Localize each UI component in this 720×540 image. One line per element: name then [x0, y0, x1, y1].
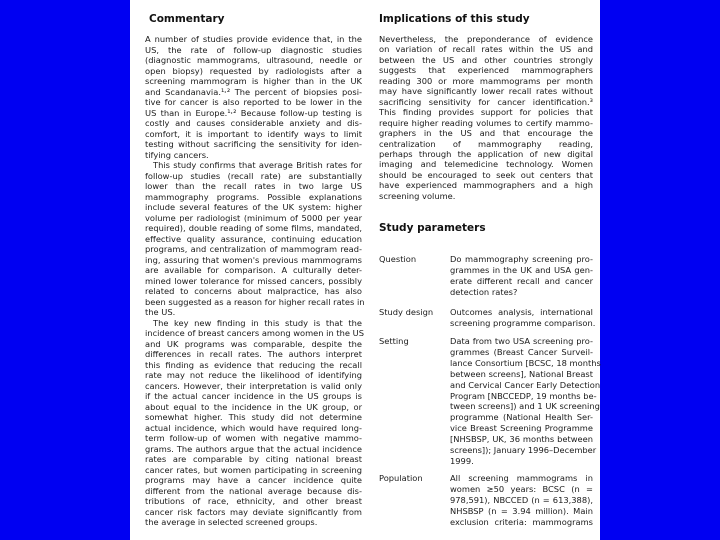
implications-line: centralization of mammography reading,: [379, 138, 593, 149]
parameter-value-line: 978,591), NBCCED (n = 613,388),: [450, 494, 593, 505]
commentary-line: rates are comparable by citing national breast: [145, 454, 362, 464]
commentary-line: costly and causes considerable anxiety and dis-: [145, 118, 362, 128]
commentary-line: incidence of breast cancers among women in the US: [145, 328, 364, 338]
parameter-value-line: grammes in the UK and USA gen-: [450, 264, 593, 275]
parameter-value-line: Outcomes analysis, international: [450, 307, 593, 317]
commentary-line: actual incidence, which would have required long-: [145, 422, 362, 433]
commentary-line: the US.: [145, 307, 176, 317]
commentary-line: term follow-up of women with negative mammo-: [145, 433, 362, 443]
parameter-value-line: All screening mammograms in: [450, 473, 593, 483]
implications-line: suggests that experienced mammographers: [379, 65, 593, 76]
commentary-line: programs may have a cancer incidence quite: [145, 475, 362, 485]
parameter-value-line: between screens], National Breast: [450, 368, 593, 379]
implications-line: between the US and other countries strongly: [379, 54, 593, 65]
implications-line: sacrificing sensitivity for cancer identification.³: [379, 96, 593, 107]
commentary-line: been suggested as a reason for higher recall rates in: [145, 296, 365, 307]
implications-line: graphers in the US and that encourage the: [379, 128, 593, 139]
commentary-line: if the actual cancer incidence in the US groups is: [145, 391, 362, 401]
parameter-value-line: vice Breast Screening Programme: [450, 423, 593, 434]
commentary-line: The key new finding in this study is that the: [153, 317, 362, 328]
commentary-line: about equal to the incidence in the UK group, or: [145, 401, 362, 412]
parameter-label: Setting: [379, 336, 409, 346]
implications-line: Nevertheless, the preponderance of evidence: [379, 34, 593, 44]
implications-line: should be encouraged to seek out centers that: [379, 169, 593, 180]
commentary-line: mammography programs. Possible explanations: [145, 191, 362, 202]
commentary-line: US, the rate of follow-up diagnostic studies: [145, 44, 362, 55]
parameter-label: Question: [379, 254, 417, 264]
commentary-line: somewhat higher. This study did not determine: [145, 412, 362, 422]
commentary-line: cancer rates, but women participating in screening: [145, 464, 362, 475]
commentary-line: cancers. However, their interpretation is valid only: [145, 380, 362, 391]
commentary-line: and Scandanavia.¹˒² The percent of biopsies posi-: [145, 86, 362, 97]
commentary-line: grams. The authors argue that the actual incidence: [145, 443, 362, 454]
commentary-line: open biopsy) requested by radiologists after a: [145, 65, 362, 76]
parameter-label: Population: [379, 473, 423, 483]
commentary-line: mined lower tolerance for missed cancers, possibly: [145, 275, 362, 286]
parameter-value-line: programme (National Health Ser-: [450, 412, 593, 423]
commentary-line: US than in Europe.¹˒² Because follow-up testing is: [145, 107, 362, 118]
commentary-line: include several features of the UK system: higher: [145, 202, 362, 212]
parameter-value-line: and Cervical Cancer Early Detection: [450, 379, 601, 390]
parameter-value-line: screening programme comparison.: [450, 317, 596, 328]
implications-line: require higher reading volumes to certify mammo-: [379, 117, 593, 128]
implications-line: This finding provides support for policies that: [379, 107, 593, 118]
study-parameters-heading: Study parameters: [379, 222, 486, 234]
commentary-line: are available for comparison. A culturally deter-: [145, 265, 362, 275]
implications-line: have experienced mammographers and a high: [379, 180, 593, 191]
commentary-line: rate may not reduce the likelihood of identifying: [145, 370, 362, 380]
commentary-line: tributions of race, ethnicity, and other breast: [145, 496, 362, 506]
commentary-line: required), double reading of some films, mandated,: [145, 223, 362, 233]
commentary-line: and UK programs was comparable, despite the: [145, 338, 362, 349]
commentary-line: follow-up studies (recall rate) are substantially: [145, 170, 362, 181]
commentary-line: this finding as evidence that reducing the recall: [145, 359, 362, 370]
parameter-value-line: erate different recall and cancer: [450, 275, 593, 286]
commentary-line: (diagnostic mammograms, ultrasound, needle or: [145, 55, 362, 65]
parameter-value-line: Program [NBCCEDP, 19 months be-: [450, 390, 597, 401]
commentary-line: differences in recall rates. The authors interpret: [145, 349, 362, 359]
commentary-line: testing without sacrificing the sensitivity for iden-: [145, 139, 362, 149]
commentary-line: effective quality assurance, continuing education: [145, 233, 362, 244]
implications-line: imaging and telemedicine technology. Women: [379, 159, 593, 170]
commentary-line: volume per radiologist (minimum of 5000 per year: [145, 212, 362, 223]
parameter-value-line: detection rates?: [450, 286, 518, 297]
commentary-line: This study confirms that average British rates for: [153, 160, 362, 170]
commentary-heading: Commentary: [149, 13, 225, 25]
parameter-value-line: [NHSBSP, UK, 36 months between: [450, 434, 593, 445]
implications-heading: Implications of this study: [379, 13, 530, 25]
commentary-line: programs, and centralization of mammogram read-: [145, 244, 362, 254]
commentary-line: related to concerns about malpractice, has also: [145, 286, 362, 296]
parameter-value-line: screens]); January 1996–December: [450, 445, 597, 455]
implications-line: reading 300 or more mammograms per month: [379, 75, 593, 86]
commentary-line: ing, assuring that women's previous mammograms: [145, 254, 362, 265]
commentary-line: tifying cancers.: [145, 149, 209, 160]
parameter-value-line: grammes (Breast Cancer Surveil-: [450, 346, 593, 357]
commentary-line: the average in selected screened groups.: [145, 517, 318, 527]
commentary-line: tive for cancer is also reported to be lower in the: [145, 97, 362, 107]
implications-line: screening volume.: [379, 190, 456, 201]
parameter-label: Study design: [379, 307, 434, 317]
commentary-line: lower than the recall rates in two large US: [145, 181, 362, 191]
parameter-value-line: Do mammography screening pro-: [450, 254, 593, 264]
parameter-value-line: Data from two USA screening pro-: [450, 336, 593, 346]
parameter-value-line: exclusion criteria: mammograms: [450, 516, 593, 527]
parameter-value-line: NHSBSP (n = 3.94 million). Main: [450, 505, 593, 516]
implications-line: perhaps through the application of new digital: [379, 148, 593, 159]
commentary-line: cancer risk factors may deviate significantly from: [145, 506, 362, 517]
commentary-line: different from the national average because dis-: [145, 485, 362, 496]
parameter-value-line: tween screens]) and 1 UK screening: [450, 401, 600, 412]
implications-line: may have significantly lower recall rates without: [379, 86, 593, 97]
commentary-line: screening mammogram is higher than in the UK: [145, 76, 362, 86]
parameter-value-line: 1999.: [450, 455, 474, 466]
implications-line: on variation of recall rates within the US and: [379, 44, 593, 55]
commentary-line: comfort, it is important to identify ways to limit: [145, 128, 362, 139]
parameter-value-line: lance Consortium [BCSC, 18 months: [450, 357, 601, 368]
document-page: [130, 0, 600, 540]
parameter-value-line: women ≥50 years: BCSC (n =: [450, 483, 593, 494]
commentary-line: A number of studies provide evidence that, in the: [145, 34, 362, 44]
